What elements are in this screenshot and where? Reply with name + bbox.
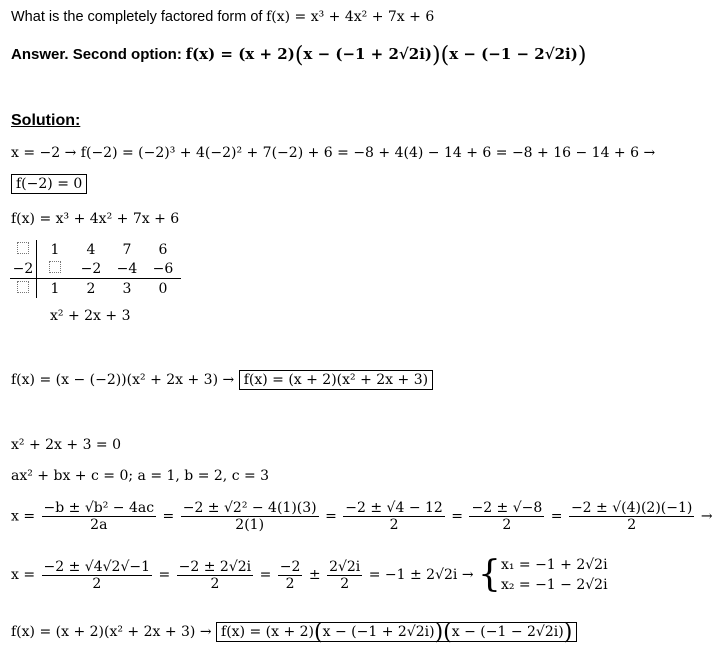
eval-line: x = −2 → f(−2) = (−2)³ + 4(−2)² + 7(−2) + 6 = −8 + 4(4) − 14 + 6 = −8 + 16 − 14 + 6 → xyxy=(11,145,656,161)
question-expr: f(x) = x³ + 4x² + 7x + 6 xyxy=(266,9,435,25)
root-x1: x₁ = −1 + 2√2i xyxy=(500,557,608,573)
plus-minus: ± xyxy=(308,567,321,583)
left-brace: { xyxy=(478,554,501,595)
final-box: f(x) = (x + 2)(x − (−1 + 2√2i))(x − (−1 − 2√2i)) xyxy=(216,622,577,642)
qf2-g1-num: −2 ± √4√2√−1 xyxy=(43,558,151,575)
qf2-g2-den: 2 xyxy=(210,575,220,592)
qf2-g3-num: −2 xyxy=(279,558,301,575)
root-x2: x₂ = −1 − 2√2i xyxy=(500,577,608,593)
qf-fraction-5 xyxy=(569,500,694,533)
factored-line xyxy=(11,372,433,388)
factored-lhs: f(x) = (x − (−2))(x² + 2x + 3) → xyxy=(11,372,235,388)
qf-f5-den: 2 xyxy=(627,517,637,533)
qf2-fraction-4 xyxy=(327,559,362,592)
qf2-g1-den: 2 xyxy=(92,575,102,592)
synth-r2-c4: −6 xyxy=(145,259,181,279)
synth-r3-c4: 0 xyxy=(158,280,168,297)
qf2-g4-num: 2√2i xyxy=(329,558,361,575)
synth-r2-c2: −2 xyxy=(73,259,109,279)
qf-f4-den: 2 xyxy=(502,517,512,533)
qf-f2-den: 2(1) xyxy=(235,517,265,533)
quotient: x² + 2x + 3 xyxy=(50,308,131,324)
answer-line xyxy=(11,43,586,68)
qf2-fraction-2 xyxy=(177,559,253,592)
qf-f4-num: −2 ± √−8 xyxy=(471,500,543,516)
final-factor-1: x − (−1 + 2√2i) xyxy=(322,624,435,640)
final-lhs: f(x) = (x + 2)(x² + 2x + 3) → xyxy=(11,624,212,640)
final-box-start: f(x) = (x + 2) xyxy=(221,624,315,640)
arrow: → xyxy=(700,508,713,525)
synth-r1-c3: 7 xyxy=(122,241,132,258)
equals: = xyxy=(158,567,171,583)
eval-result-box: f(−2) = 0 xyxy=(11,174,87,194)
equals: = xyxy=(162,508,175,525)
qf2-g3-den: 2 xyxy=(285,575,295,592)
qf-f5-num: −2 ± √(4)(2)(−1) xyxy=(570,500,693,516)
final-factor-2: x − (−1 − 2√2i) xyxy=(451,624,564,640)
quadratic-general: ax² + bx + c = 0; a = 1, b = 2, c = 3 xyxy=(11,468,270,484)
placeholder-box xyxy=(17,242,29,254)
equals: = xyxy=(451,508,464,525)
answer-factor-2: x − (−1 − 2√2i) xyxy=(449,45,578,63)
synth-r2-c3: −4 xyxy=(109,259,145,279)
f-definition: f(x) = x³ + 4x² + 7x + 6 xyxy=(11,211,180,227)
qf-f1-num: −b ± √b² − 4ac xyxy=(43,500,155,516)
quadratic-formula-line-1 xyxy=(11,500,713,533)
factored-box: f(x) = (x + 2)(x² + 2x + 3) xyxy=(239,370,433,390)
qf2-x-eq: x = xyxy=(11,567,36,583)
answer-label: Answer. Second option: xyxy=(11,46,182,63)
question-line xyxy=(11,9,434,26)
final-factored-line xyxy=(11,620,577,645)
qf-x-eq: x = xyxy=(11,508,36,525)
quadratic-formula-line-2 xyxy=(11,555,608,595)
qf2-g2-num: −2 ± 2√2i xyxy=(178,558,252,575)
qf-f1-den: 2a xyxy=(90,517,108,533)
qf-fraction-2 xyxy=(181,500,319,533)
quadratic-equation: x² + 2x + 3 = 0 xyxy=(11,437,122,453)
synth-r3-c1: 1 xyxy=(37,279,74,299)
synth-r1-c4: 6 xyxy=(158,241,168,258)
synthetic-division-table xyxy=(10,240,181,298)
equals: = xyxy=(550,508,563,525)
synth-r3-c3: 3 xyxy=(122,280,132,297)
qf2-result: = −1 ± 2√2i → xyxy=(368,567,474,583)
qf2-g4-den: 2 xyxy=(340,575,350,592)
qf-fraction-4 xyxy=(469,500,544,533)
equals: = xyxy=(259,567,272,583)
equals: = xyxy=(325,508,337,525)
qf-fraction-3 xyxy=(343,500,445,533)
qf2-fraction-3 xyxy=(278,559,303,592)
answer-factor-1: x − (−1 + 2√2i) xyxy=(303,45,433,63)
solution-heading: Solution: xyxy=(11,112,81,129)
question-text: What is the completely factored form of xyxy=(11,9,263,25)
answer-expr-start: f(x) = (x + 2) xyxy=(185,45,295,63)
roots-system xyxy=(501,555,608,595)
qf2-fraction-1 xyxy=(42,559,152,592)
synth-r1-c2: 4 xyxy=(86,241,96,258)
placeholder-box xyxy=(49,261,61,273)
qf-fraction-1 xyxy=(42,500,157,533)
synth-r1-c1: 1 xyxy=(37,240,74,259)
qf-f3-den: 2 xyxy=(389,517,399,533)
qf-f2-num: −2 ± √2² − 4(1)(3) xyxy=(182,500,317,516)
answer-expr: f(x) = (x + 2)(x − (−1 + 2√2i))(x − (−1 − 2√2i)) xyxy=(185,43,587,68)
synth-r3-c2: 2 xyxy=(86,280,96,297)
placeholder-box xyxy=(17,281,29,293)
eval-result xyxy=(11,176,87,192)
qf-f3-num: −2 ± √4 − 12 xyxy=(345,500,443,516)
synth-divisor: −2 xyxy=(10,259,37,279)
